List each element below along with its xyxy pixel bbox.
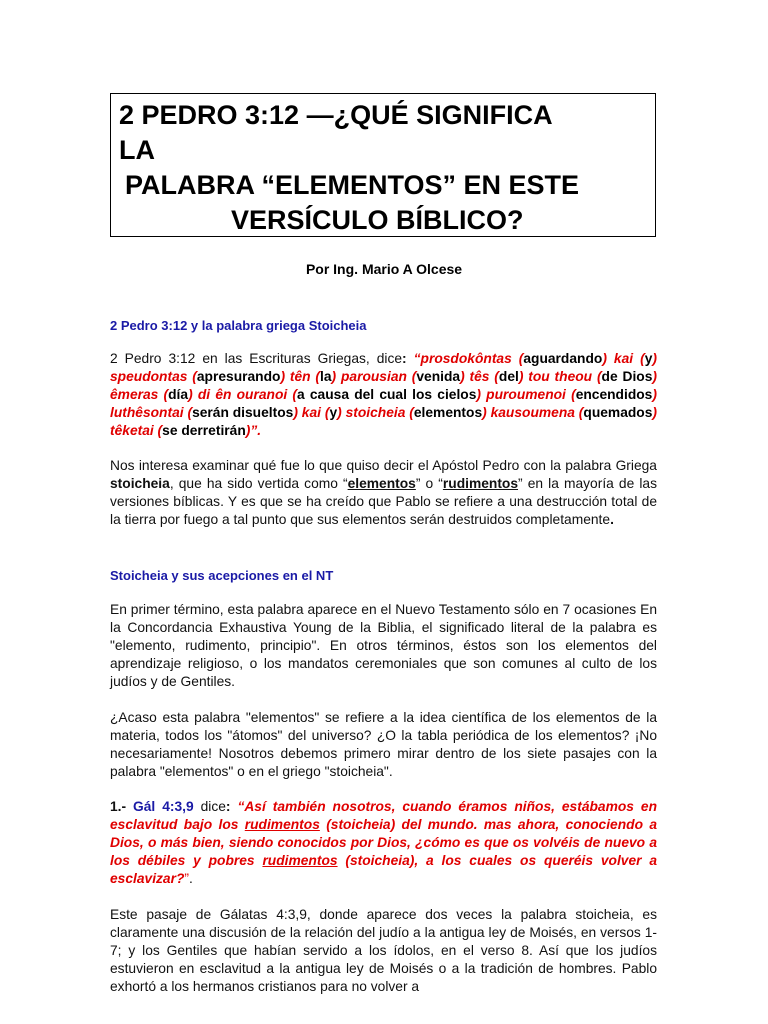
- item-number: 1.-: [110, 799, 134, 814]
- quote-close: ”: [184, 871, 190, 886]
- paragraph-galatas-explanation: Este pasaje de Gálatas 4:3,9, donde aparece dos veces la palabra stoicheia, es claramente una discusión de la relación del judío a la antigua ley de Moisés, en versos 1-7; y los Gentiles que habían servido a los ídolos, en el verso 8. Así que los judíos estuvieron en esclavitud a la antigua ley de Moisés o a la tradición de hombres. Pablo exhortó a los hermanos cristianos para no volver a: [110, 907, 657, 994]
- title-box: [110, 93, 656, 237]
- quote-segment: (stoicheia) del mundo. mas ahora, conociendo a Dios, o más bien, siendo conocidos por Dios, ¿cómo es que os volvéis de nuevo a los débiles y pobres: [110, 817, 657, 868]
- title-line-2: LA: [119, 135, 155, 165]
- word-stoicheia: stoicheia: [110, 476, 170, 491]
- spanish-13: elementos: [413, 405, 483, 420]
- greek-4: ) tên (: [280, 369, 321, 384]
- spanish-5: venida: [416, 369, 461, 384]
- greek-15: ) têketai (: [110, 405, 658, 438]
- greek-8: ) êmeras (: [110, 369, 657, 402]
- text-segment: Nos interesa examinar qué fue lo que quiso decir el Apóstol Pedro con la palabra Griega: [110, 458, 657, 473]
- greek-3: ) speudontas (: [110, 351, 657, 384]
- spanish-1: aguardando: [523, 351, 603, 366]
- greek-7: ) tou theou (: [518, 369, 602, 384]
- paragraph-interest: [110, 457, 657, 529]
- spanish-6: del: [498, 369, 519, 384]
- spanish-8: día: [168, 387, 189, 402]
- author-line: Por Ing. Mario A Olcese: [305, 261, 463, 277]
- spanish-2: y: [644, 351, 653, 366]
- greek-1: “prosdokôntas (: [413, 351, 524, 366]
- paragraph-question: ¿Acaso esta palabra "elementos" se refiere a la idea científica de los elementos de la materia, todos los "átomos" del universo? ¿O la tabla periódica de los elementos? ¡No necesariamente! Nosotros debemos primero mirar dentro de los siete pasajes con la palabra "elementos" o en el griego "stoicheia".: [110, 710, 657, 779]
- period: .: [189, 871, 193, 886]
- quote-segment: “Así también nosotros, cuando éramos niños, estábamos en esclavitud bajo los: [110, 799, 657, 832]
- spanish-15: se derretirán: [162, 423, 246, 438]
- greek-11: ) luthêsontai (: [110, 387, 657, 420]
- paragraph-first-term: En primer término, esta palabra aparece en el Nuevo Testamento sólo en 7 ocasiones En la Concordancia Exhaustiva Young de la Biblia, el significado literal de la palabra es "elemento, rudimento, principio". En otros términos, éstos son los elementos del aprendizaje religioso, o los mandatos ceremoniales que son comunes al culto de los judíos y de Gentiles.: [110, 602, 657, 689]
- spanish-10: encendidos: [575, 387, 653, 402]
- text-segment: dice: [193, 799, 226, 814]
- paragraph-galatas-quote: [110, 798, 657, 888]
- intro-text: 2 Pedro 3:12 en las Escrituras Griegas, dice: [110, 351, 403, 366]
- spanish-4: la: [320, 369, 332, 384]
- spanish-14: quemados: [583, 405, 653, 420]
- greek-13: ) stoicheia (: [337, 405, 414, 420]
- title-line-1: 2 PEDRO 3:12 —¿QUÉ SIGNIFICA: [119, 100, 553, 130]
- greek-16: )”.: [245, 423, 262, 438]
- spanish-3: apresurando: [196, 369, 281, 384]
- colon: :: [225, 799, 238, 814]
- greek-12: ) kai (: [293, 405, 330, 420]
- paragraph-verse-quote: [110, 350, 657, 440]
- greek-14: ) kausoumena (: [482, 405, 584, 420]
- colon: :: [402, 351, 414, 366]
- greek-2: ) kai (: [602, 351, 645, 366]
- greek-5: ) parousian (: [331, 369, 417, 384]
- text-segment: , que ha sido vertida como “: [169, 476, 348, 491]
- section-heading-acepciones: Stoicheia y sus acepciones en el NT: [110, 568, 334, 583]
- quote-rudimentos-1: rudimentos: [244, 817, 320, 832]
- text-segment: ” o “: [415, 476, 443, 491]
- verse-reference[interactable]: Gál 4:3,9: [133, 799, 194, 814]
- text-segment: ” en la mayoría de las versiones bíblicas. Y es que se ha creído que Pablo se refiere a una destrucción total de la tierra por fuego a tal punto que sus elementos serán destruidos completamente: [110, 476, 657, 527]
- greek-9: ) di ên ouranoi (: [188, 387, 297, 402]
- greek-6: ) tês (: [460, 369, 499, 384]
- spanish-12: y: [329, 405, 338, 420]
- greek-10: ) puroumenoi (: [476, 387, 576, 402]
- title-line-4: VERSÍCULO BÍBLICO?: [231, 205, 524, 235]
- quote-rudimentos-2: rudimentos: [262, 853, 338, 868]
- quote-segment: (stoicheia), a los cuales os queréis volver a esclavizar?: [110, 853, 658, 886]
- title-line-3: PALABRA “ELEMENTOS” EN ESTE: [125, 170, 580, 200]
- period: .: [610, 512, 614, 527]
- word-elementos: elementos: [347, 476, 416, 491]
- spanish-11: serán disueltos: [192, 405, 294, 420]
- spanish-9: a causa del cual los cielos: [297, 387, 477, 402]
- spanish-7: de Dios: [601, 369, 653, 384]
- section-heading-stoicheia: 2 Pedro 3:12 y la palabra griega Stoicheia: [110, 318, 367, 333]
- word-rudimentos: rudimentos: [442, 476, 519, 491]
